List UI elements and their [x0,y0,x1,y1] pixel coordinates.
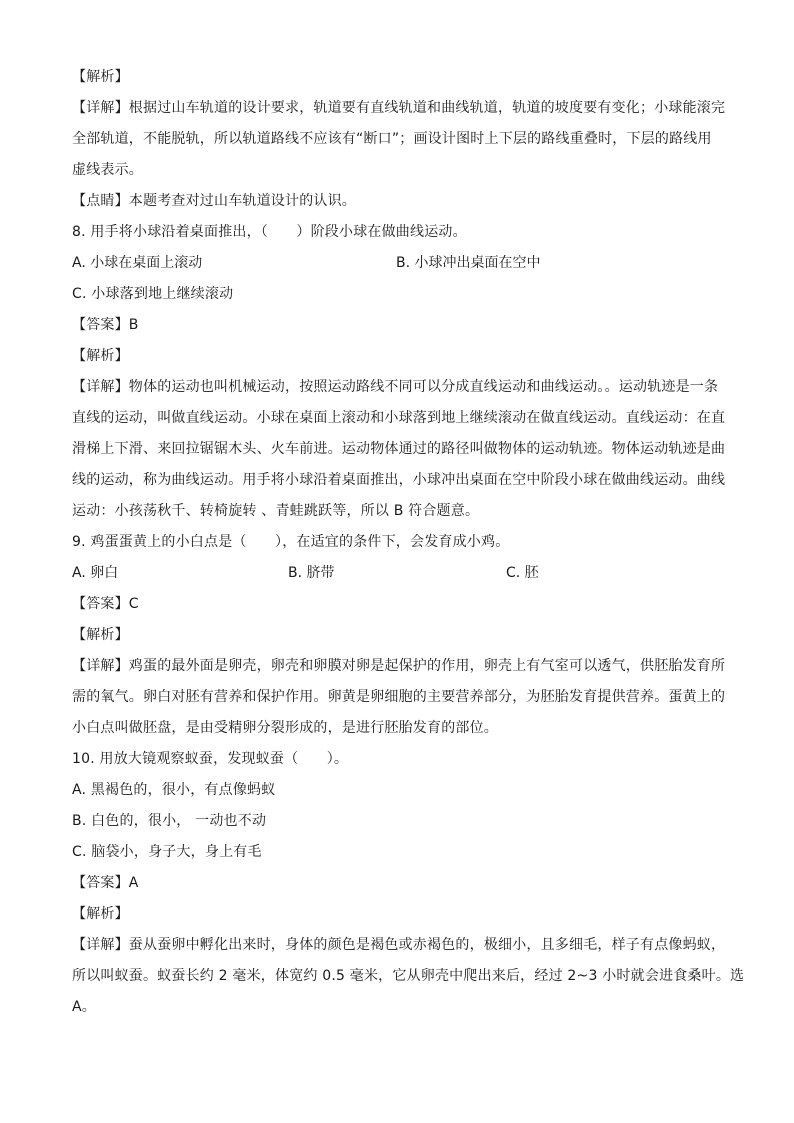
analysis-heading: 【解析】 [72,906,129,922]
question-9 [72,527,726,744]
detail-line: 【详解】物体的运动也叫机械运动，按照运动路线不同可以分成直线运动和曲线运动。。运动轨迹是一条 [72,379,719,395]
detail-line: A。 [72,999,96,1015]
answer: 【答案】A [72,875,139,891]
analysis-heading: 【解析】 [72,627,129,643]
detail-paragraph [72,93,726,186]
question-8 [72,217,726,527]
document-page [72,62,745,1023]
key-point: 【点睛】本题考查对过山车轨道设计的认识。 [72,193,356,209]
option-b: B. 白色的，很小， 一动也不动 [72,813,267,829]
answer: 【答案】B [72,317,139,333]
question-7-analysis [72,62,726,217]
question-10 [72,744,745,1023]
option-c: C. 胚 [506,565,539,581]
detail-line: 直线的运动，叫做直线运动。小球在桌面上滚动和小球落到地上继续滚动在做直线运动。直线运动：在直 [72,410,726,426]
detail-line: 运动：小孩荡秋千、转椅旋转 、青蛙跳跃等，所以 B 符合题意。 [72,503,480,519]
option-b: B. 小球冲出桌面在空中 [396,255,541,271]
options-row [72,558,722,589]
detail-line: 线的运动，称为曲线运动。用手将小球沿着桌面推出，小球冲出桌面在空中阶段小球在做曲线运动。曲线 [72,472,726,488]
detail-paragraph [72,372,726,527]
detail-line: 【详解】鸡蛋的最外面是卵壳，卵壳和卵膜对卵是起保护的作用，卵壳上有气室可以透气，供胚胎发育所 [72,658,726,674]
detail-paragraph [72,930,745,1023]
answer: 【答案】C [72,596,139,612]
detail-paragraph [72,651,726,744]
detail-line: 全部轨道，不能脱轨，所以轨道路线不应该有“断口”；画设计图时上下层的路线重叠时，下层的路线用 [72,131,712,147]
analysis-heading: 【解析】 [72,69,129,85]
question-stem: 10. 用放大镜观察蚁蚕，发现蚁蚕（ ）。 [72,751,349,767]
question-stem: 9. 鸡蛋蛋黄上的小白点是（ ），在适宜的条件下，会发育成小鸡。 [72,534,510,550]
detail-line: 滑梯上下滑、来回拉锯锯木头、火车前进。运动物体通过的路径叫做物体的运动轨迹。物体运动轨迹是曲 [72,441,726,457]
detail-line: 【详解】蚕从蚕卵中孵化出来时，身体的颜色是褐色或赤褐色的，极细小，且多细毛，样子有点像蚂蚁， [72,937,726,953]
detail-line: 小白点叫做胚盘，是由受精卵分裂形成的，是进行胚胎发育的部位。 [72,720,498,736]
analysis-heading: 【解析】 [72,348,129,364]
detail-line: 需的氧气。卵白对胚有营养和保护作用。卵黄是卵细胞的主要营养部分，为胚胎发育提供营养。蛋黄上的 [72,689,726,705]
question-stem: 8. 用手将小球沿着桌面推出，（ ）阶段小球在做曲线运动。 [72,224,467,240]
option-a: A. 小球在桌面上滚动 [72,255,203,271]
option-a: A. 卵白 [72,565,119,581]
options-row [72,248,722,279]
option-c: C. 脑袋小，身子大，身上有毛 [72,844,262,860]
option-b: B. 脐带 [288,565,335,581]
option-a: A. 黑褐色的，很小，有点像蚂蚁 [72,782,276,798]
detail-line: 所以叫蚁蚕。蚁蚕长约 2 毫米，体宽约 0.5 毫米，它从卵壳中爬出来后，经过 2~3 小时就会进食桑叶。选 [72,968,745,984]
detail-line: 虚线表示。 [72,162,143,178]
detail-line: 【详解】根据过山车轨道的设计要求，轨道要有直线轨道和曲线轨道，轨道的坡度要有变化；小球能滚完 [72,100,726,116]
option-c: C. 小球落到地上继续滚动 [72,286,234,302]
